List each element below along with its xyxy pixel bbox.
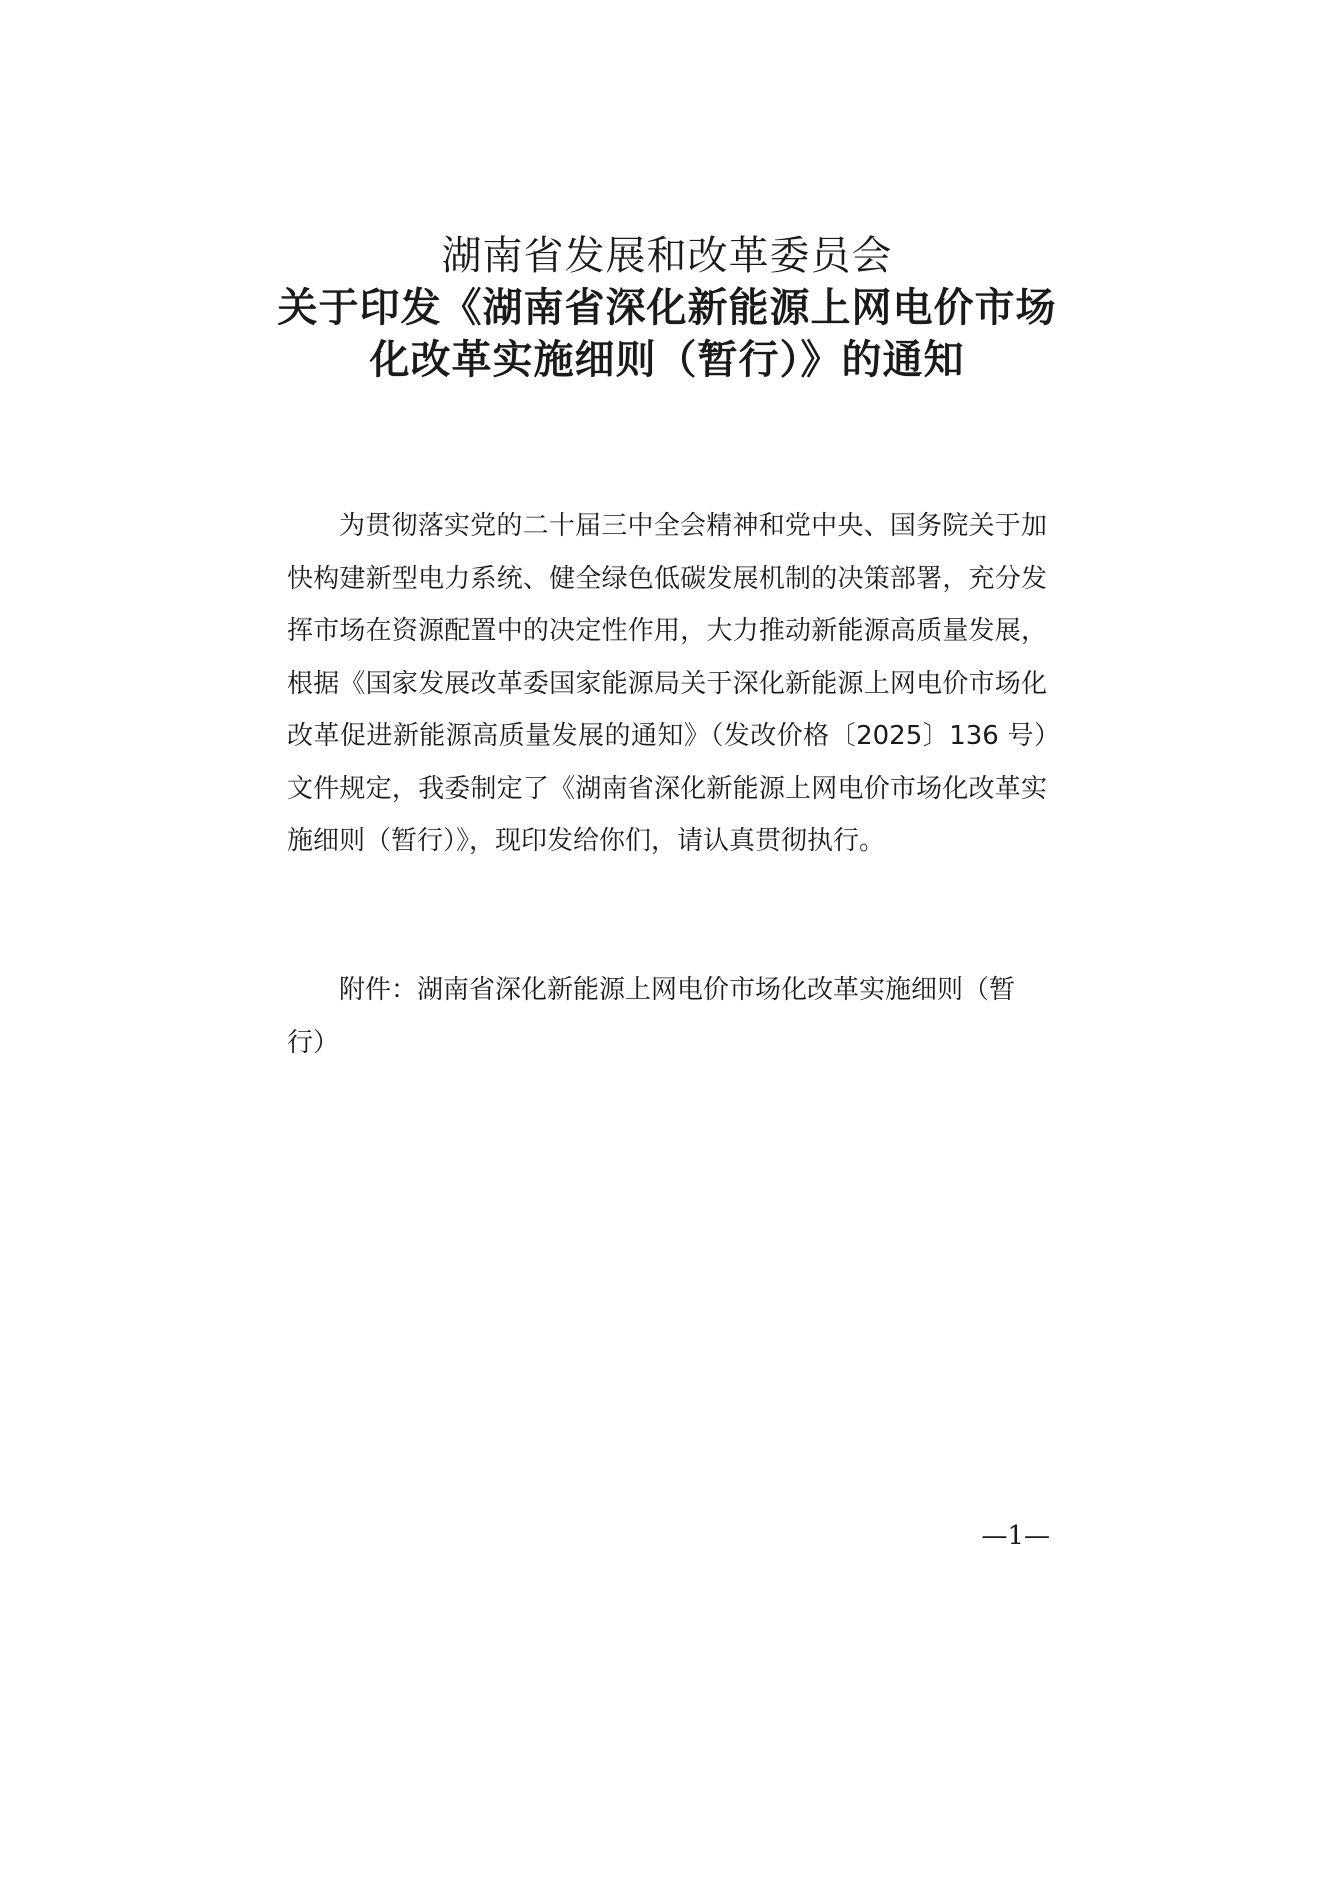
document-body (287, 500, 1047, 868)
title-issuer: 湖南省发展和改革委员会 (441, 233, 893, 279)
title-subject-line1: 关于印发《湖南省深化新能源上网电价市场 (277, 284, 1057, 331)
attachment-note: 附件：湖南省深化新能源上网电价市场化改革实施细则（暂行） (287, 975, 1016, 1058)
title-subject-line2: 化改革实施细则（暂行）》的通知 (369, 336, 965, 383)
document-title (200, 230, 1134, 386)
body-paragraph: 为贯彻落实党的二十届三中全会精神和党中央、国务院关于加快构建新型电力系统、健全绿色低碳发展机制的决策部署，充分发挥市场在资源配置中的决定性作用，大力推动新能源高质量发展，根据《国家发展改革委国家能源局关于深化新能源上网电价市场化改革促进新能源高质量发展的通知》（发改价格〔2025〕136 号）文件规定，我委制定了《湖南省深化新能源上网电价市场化改革实施细则（暂行）》，现印发给你们，请认真贯彻执行。 (287, 511, 1047, 856)
page-number: —1— (981, 1521, 1050, 1551)
